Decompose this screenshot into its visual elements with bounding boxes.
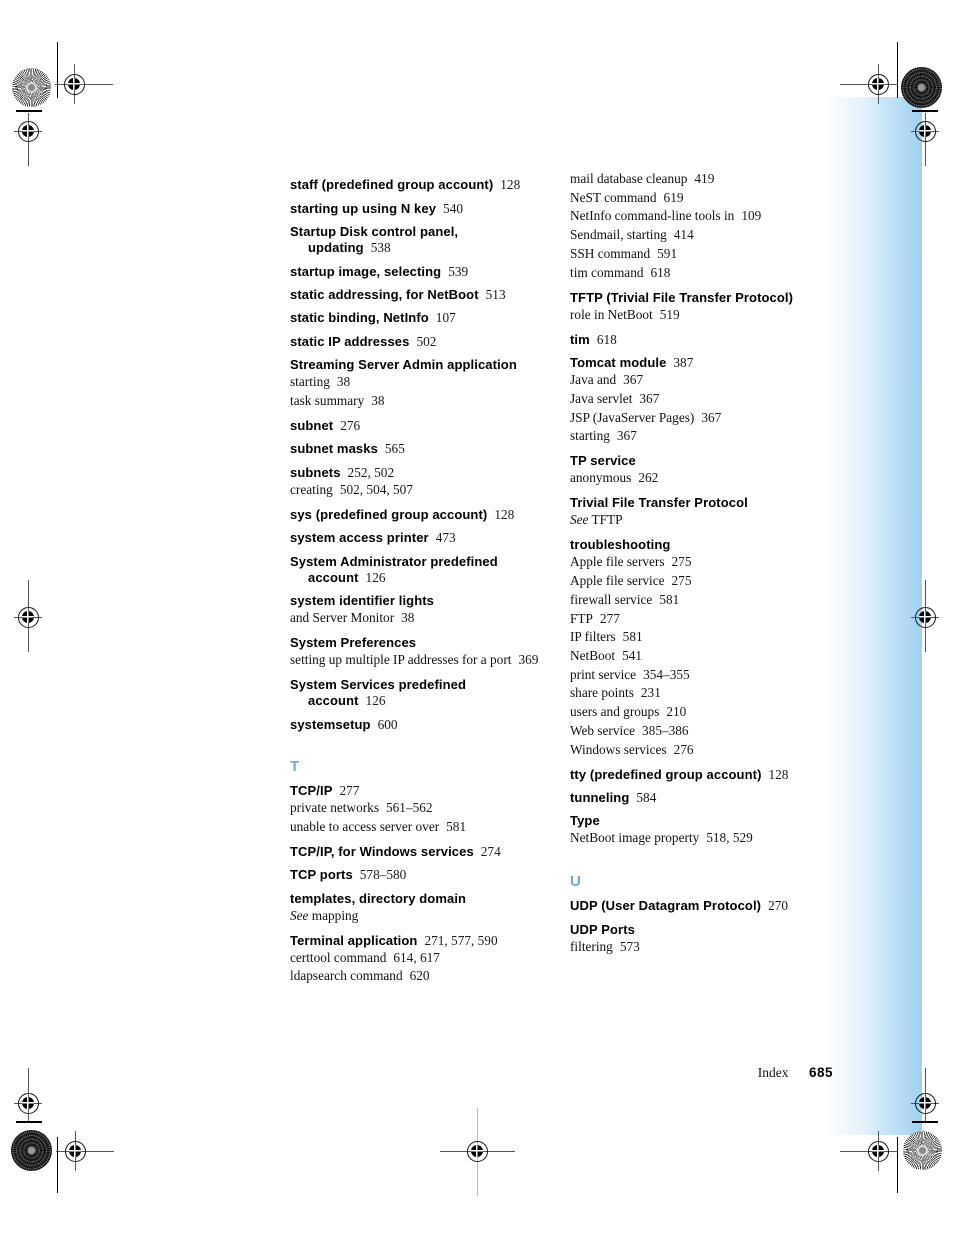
footer-page-number: 685 bbox=[808, 1065, 833, 1080]
index-entry-sub: starting 367 bbox=[570, 428, 637, 444]
index-entry-sub: share points 231 bbox=[570, 685, 661, 701]
index-entry-main: sys (predefined group account) 128 bbox=[290, 506, 515, 522]
index-entry-sub: JSP (JavaServer Pages) 367 bbox=[570, 409, 722, 425]
crop-mark bbox=[912, 1121, 938, 1123]
index-entry-sub: tim command 618 bbox=[570, 264, 671, 280]
index-entry-main: templates, directory domain bbox=[290, 890, 467, 906]
index-entry-main-continuation: updating 538 bbox=[308, 240, 391, 256]
index-entry-main: system identifier lights bbox=[290, 592, 434, 608]
entry-page-numbers: 128 bbox=[768, 766, 789, 782]
index-entry-sub: NetBoot 541 bbox=[570, 648, 643, 663]
entry-page-numbers: 128 bbox=[494, 506, 515, 522]
index-entry-main: System Services predefined bbox=[290, 677, 467, 693]
entry-page-numbers: 276 bbox=[673, 741, 694, 757]
index-entry-sub: FTP 277 bbox=[570, 610, 620, 626]
crop-mark bbox=[897, 42, 899, 98]
entry-page-numbers: 513 bbox=[485, 286, 506, 302]
index-entry-main: subnet 276 bbox=[290, 417, 361, 433]
crosshair-target-icon bbox=[18, 1093, 39, 1114]
index-entry-main: starting up using N key 540 bbox=[290, 200, 463, 216]
crosshair-target-icon bbox=[64, 74, 85, 95]
entry-page-numbers: 618 bbox=[650, 264, 671, 280]
entry-page-numbers: 538 bbox=[370, 240, 391, 256]
index-entry-main: TCP/IP, for Windows services 274 bbox=[290, 843, 501, 859]
index-entry-main: TCP/IP 277 bbox=[290, 782, 360, 798]
crosshair-target-icon bbox=[18, 607, 39, 628]
index-entry-sub: firewall service 581 bbox=[570, 591, 680, 607]
index-entry-sub: Apple file servers 275 bbox=[570, 554, 692, 570]
index-column-right bbox=[570, 170, 842, 957]
index-entry-main: systemsetup 600 bbox=[290, 716, 398, 732]
index-entry-main: TCP ports 578–580 bbox=[290, 867, 407, 883]
index-entry-sub: Web service 385–386 bbox=[570, 722, 689, 738]
section-letter-heading: U bbox=[570, 873, 582, 891]
entry-page-numbers: 614, 617 bbox=[393, 949, 440, 965]
entry-page-numbers: 354–355 bbox=[643, 666, 690, 682]
index-entry-sub: NeST command 619 bbox=[570, 189, 684, 205]
index-entry-main: TP service bbox=[570, 453, 636, 469]
index-entry-main-continuation: account 126 bbox=[308, 569, 386, 585]
entry-page-numbers: 270 bbox=[768, 898, 789, 914]
index-entry-main: Type bbox=[570, 813, 600, 829]
entry-page-numbers: 591 bbox=[657, 245, 678, 261]
entry-page-numbers: 600 bbox=[377, 716, 398, 732]
entry-page-numbers: 581 bbox=[622, 629, 643, 645]
index-entry-sub: print service 354–355 bbox=[570, 666, 690, 682]
crop-mark bbox=[16, 1121, 42, 1123]
entry-page-numbers: 210 bbox=[666, 704, 687, 720]
index-entry-cross-reference: See mapping bbox=[290, 907, 359, 923]
index-entry-main: staff (predefined group account) 128 bbox=[290, 177, 521, 193]
index-entry-main: static binding, NetInfo 107 bbox=[290, 310, 456, 326]
entry-page-numbers: 581 bbox=[446, 818, 467, 834]
entry-page-numbers: 277 bbox=[599, 610, 620, 626]
entry-page-numbers: 385–386 bbox=[642, 722, 689, 738]
dark-rosette-icon bbox=[901, 67, 942, 108]
crop-mark bbox=[912, 110, 938, 112]
entry-page-numbers: 367 bbox=[639, 390, 660, 406]
index-entry-main: subnets 252, 502 bbox=[290, 464, 395, 480]
index-entry-sub: private networks 561–562 bbox=[290, 799, 433, 815]
entry-page-numbers: 539 bbox=[448, 263, 469, 279]
entry-page-numbers: 541 bbox=[622, 648, 643, 663]
index-entry-main: TFTP (Trivial File Transfer Protocol) bbox=[570, 289, 794, 305]
index-entry-sub: creating 502, 504, 507 bbox=[290, 481, 413, 497]
entry-page-numbers: 126 bbox=[365, 693, 386, 709]
entry-page-numbers: 275 bbox=[671, 554, 692, 570]
index-entry-sub: certtool command 614, 617 bbox=[290, 949, 440, 965]
index-entry-main: tty (predefined group account) 128 bbox=[570, 766, 789, 782]
entry-page-numbers: 231 bbox=[640, 685, 661, 701]
index-entry-main: static addressing, for NetBoot 513 bbox=[290, 286, 506, 302]
index-entry-sub: SSH command 591 bbox=[570, 245, 678, 261]
index-entry-main: UDP Ports bbox=[570, 921, 635, 937]
crop-mark bbox=[16, 110, 42, 112]
crop-mark bbox=[897, 1137, 899, 1193]
entry-page-numbers: 618 bbox=[596, 331, 617, 347]
index-entry-sub: Java servlet 367 bbox=[570, 390, 660, 406]
entry-page-numbers: 540 bbox=[443, 200, 463, 216]
entry-page-numbers: 275 bbox=[671, 573, 692, 589]
index-entry-main: subnet masks 565 bbox=[290, 441, 405, 457]
index-entry-main: Trivial File Transfer Protocol bbox=[570, 495, 748, 511]
crosshair-target-icon bbox=[868, 74, 889, 95]
pinwheel-starburst-icon bbox=[12, 68, 51, 107]
index-entry-main: Startup Disk control panel, bbox=[290, 224, 459, 240]
entry-page-numbers: 573 bbox=[619, 938, 640, 954]
index-entry-sub: users and groups 210 bbox=[570, 704, 687, 720]
index-entry-sub: anonymous 262 bbox=[570, 470, 659, 486]
crosshair-target-icon bbox=[467, 1141, 488, 1162]
entry-page-numbers: 271, 577, 590 bbox=[424, 932, 498, 948]
index-entry-main: tunneling 584 bbox=[570, 790, 657, 805]
index-entry-sub: mail database cleanup 419 bbox=[570, 171, 715, 186]
crosshair-target-icon bbox=[915, 1093, 936, 1114]
index-entry-sub: Windows services 276 bbox=[570, 741, 694, 757]
entry-page-numbers: 262 bbox=[638, 470, 659, 486]
entry-page-numbers: 419 bbox=[694, 171, 715, 186]
crosshair-target-icon bbox=[915, 607, 936, 628]
index-entry-sub: role in NetBoot 519 bbox=[570, 306, 680, 322]
index-entry-sub: NetInfo command-line tools in 109 bbox=[570, 208, 762, 224]
crosshair-target-icon bbox=[18, 121, 39, 142]
entry-page-numbers: 107 bbox=[435, 310, 456, 326]
entry-page-numbers: 367 bbox=[701, 409, 722, 425]
pinwheel-starburst-icon bbox=[903, 1131, 942, 1170]
entry-page-numbers: 518, 529 bbox=[706, 830, 753, 846]
index-entry-sub: unable to access server over 581 bbox=[290, 818, 467, 834]
index-entry-main: system access printer 473 bbox=[290, 530, 456, 546]
index-entry-sub: NetBoot image property 518, 529 bbox=[570, 830, 753, 846]
index-entry-main: System Administrator predefined bbox=[290, 553, 498, 569]
index-entry-sub: task summary 38 bbox=[290, 392, 385, 408]
crosshair-target-icon bbox=[868, 1141, 889, 1162]
crop-mark bbox=[57, 1137, 59, 1193]
index-entry-sub: Java and 367 bbox=[570, 372, 644, 388]
entry-page-numbers: 277 bbox=[339, 782, 360, 798]
entry-page-numbers: 367 bbox=[623, 372, 644, 388]
crosshair-target-icon bbox=[65, 1141, 86, 1162]
dark-rosette-icon bbox=[11, 1130, 52, 1171]
entry-page-numbers: 581 bbox=[659, 591, 680, 607]
index-entry-sub: starting 38 bbox=[290, 374, 351, 390]
section-letter-heading: T bbox=[290, 757, 300, 775]
entry-page-numbers: 38 bbox=[401, 609, 415, 625]
footer-section-label: Index bbox=[757, 1065, 789, 1080]
crosshair-target-icon bbox=[915, 121, 936, 142]
page-footer bbox=[560, 1064, 833, 1082]
entry-page-numbers: 619 bbox=[663, 189, 684, 205]
index-entry-sub: and Server Monitor 38 bbox=[290, 609, 415, 625]
index-entry-main: UDP (User Datagram Protocol) 270 bbox=[570, 898, 789, 914]
entry-page-numbers: 519 bbox=[659, 306, 680, 322]
entry-page-numbers: 126 bbox=[365, 569, 386, 585]
index-entry-sub: Sendmail, starting 414 bbox=[570, 227, 694, 243]
entry-page-numbers: 584 bbox=[636, 790, 657, 805]
index-entry-main: tim 618 bbox=[570, 331, 617, 347]
entry-page-numbers: 109 bbox=[741, 208, 762, 224]
index-entry-cross-reference: See TFTP bbox=[570, 512, 623, 528]
entry-page-numbers: 276 bbox=[340, 417, 361, 433]
entry-page-numbers: 561–562 bbox=[386, 799, 433, 815]
index-entry-main: System Preferences bbox=[290, 635, 417, 651]
entry-page-numbers: 387 bbox=[673, 355, 694, 371]
entry-page-numbers: 473 bbox=[435, 530, 456, 546]
entry-page-numbers: 369 bbox=[518, 652, 539, 668]
index-entry-main: Tomcat module 387 bbox=[570, 355, 694, 371]
crop-mark bbox=[57, 42, 59, 98]
index-entry-main: troubleshooting bbox=[570, 537, 671, 553]
index-entry-sub: IP filters 581 bbox=[570, 629, 643, 645]
index-entry-main: static IP addresses 502 bbox=[290, 333, 437, 349]
entry-page-numbers: 38 bbox=[336, 374, 351, 390]
index-column-left bbox=[290, 170, 548, 986]
entry-page-numbers: 578–580 bbox=[359, 867, 407, 883]
entry-page-numbers: 620 bbox=[409, 968, 430, 984]
index-entry-sub: setting up multiple IP addresses for a port 369 bbox=[290, 652, 539, 668]
entry-page-numbers: 367 bbox=[616, 428, 637, 444]
entry-page-numbers: 502, 504, 507 bbox=[339, 481, 413, 497]
index-entry-sub: Apple file service 275 bbox=[570, 573, 692, 589]
entry-page-numbers: 252, 502 bbox=[347, 464, 395, 480]
index-entry-main: Streaming Server Admin application bbox=[290, 357, 517, 373]
index-entry-sub: ldapsearch command 620 bbox=[290, 968, 430, 984]
index-entry-main: Terminal application 271, 577, 590 bbox=[290, 932, 498, 948]
entry-page-numbers: 414 bbox=[673, 227, 694, 243]
entry-page-numbers: 38 bbox=[371, 392, 385, 408]
index-entry-main: startup image, selecting 539 bbox=[290, 263, 469, 279]
entry-page-numbers: 128 bbox=[500, 177, 521, 193]
entry-page-numbers: 565 bbox=[384, 441, 405, 457]
entry-page-numbers: 502 bbox=[416, 333, 437, 349]
entry-page-numbers: 274 bbox=[480, 843, 501, 859]
index-entry-main-continuation: account 126 bbox=[308, 693, 386, 709]
index-entry-sub: filtering 573 bbox=[570, 938, 640, 954]
